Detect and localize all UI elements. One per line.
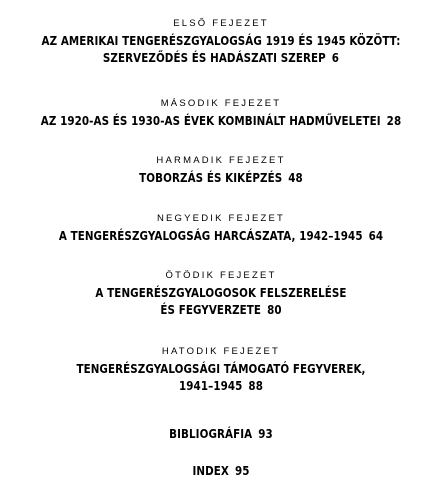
chapter-title-line: AZ AMERIKAI TENGERÉSZGYALOGSÁG 1919 ÉS 1945 KÖZÖTT: (41, 34, 401, 48)
page-number: 64 (368, 229, 384, 243)
chapter-label: NEGYEDIK FEJEZET (156, 213, 286, 224)
chapter-label: MÁSODIK FEJEZET (160, 98, 282, 109)
chapter-title-line: TENGERÉSZGYALOGSÁGI TÁMOGATÓ FEGYVEREK, (76, 362, 366, 376)
toc-entry-chapter-6 (0, 346, 442, 395)
chapter-title-line: A TENGERÉSZGYALOGOSOK FELSZERELÉSE (95, 286, 347, 300)
chapter-title[interactable] (31, 113, 411, 130)
chapter-title[interactable] (31, 170, 411, 187)
chapter-label: ELSŐ FEJEZET (173, 18, 269, 29)
chapter-title-line: AZ 1920-AS ÉS 1930-AS ÉVEK KOMBINÁLT HADMŰVELETEI (40, 114, 381, 128)
chapter-title-line: 1941–1945 (179, 379, 243, 393)
index-title[interactable] (31, 463, 411, 480)
chapter-title-line: ÉS FEGYVERZETE (160, 303, 262, 317)
chapter-title[interactable] (31, 33, 411, 50)
chapter-title-line: SZERVEZŐDÉS ÉS HADÁSZATI SZEREP (102, 51, 326, 65)
chapter-label: HARMADIK FEJEZET (156, 155, 286, 166)
chapter-title[interactable] (31, 302, 411, 319)
bibliography-title[interactable] (31, 426, 411, 443)
index-label: INDEX (192, 464, 229, 478)
page-number: 28 (386, 114, 402, 128)
page-number: 6 (331, 51, 340, 65)
toc-entry-bibliography (0, 426, 442, 443)
chapter-title-line: A TENGERÉSZGYALOGSÁG HARCÁSZATA, 1942–1945 (58, 229, 363, 243)
toc-entry-chapter-3 (0, 155, 442, 187)
page-number: 80 (267, 303, 282, 317)
page-number: 88 (248, 379, 263, 393)
toc-entry-index (0, 463, 442, 480)
toc-entry-chapter-2 (0, 98, 442, 130)
toc-entry-chapter-4 (0, 213, 442, 245)
chapter-title[interactable] (31, 378, 411, 395)
page-number: 93 (258, 427, 273, 441)
chapter-title[interactable] (31, 285, 411, 302)
chapter-label: HATODIK FEJEZET (161, 346, 281, 357)
bibliography-label: BIBLIOGRÁFIA (169, 427, 253, 441)
chapter-title[interactable] (31, 50, 411, 67)
page-number: 48 (288, 171, 303, 185)
toc-entry-chapter-5 (0, 270, 442, 319)
chapter-label: ÖTÖDIK FEJEZET (165, 270, 277, 281)
chapter-title-line: TOBORZÁS ÉS KIKÉPZÉS (139, 171, 283, 185)
chapter-title[interactable] (31, 228, 411, 245)
page-number: 95 (234, 464, 250, 478)
toc-entry-chapter-1 (0, 18, 442, 67)
chapter-title[interactable] (31, 361, 411, 378)
